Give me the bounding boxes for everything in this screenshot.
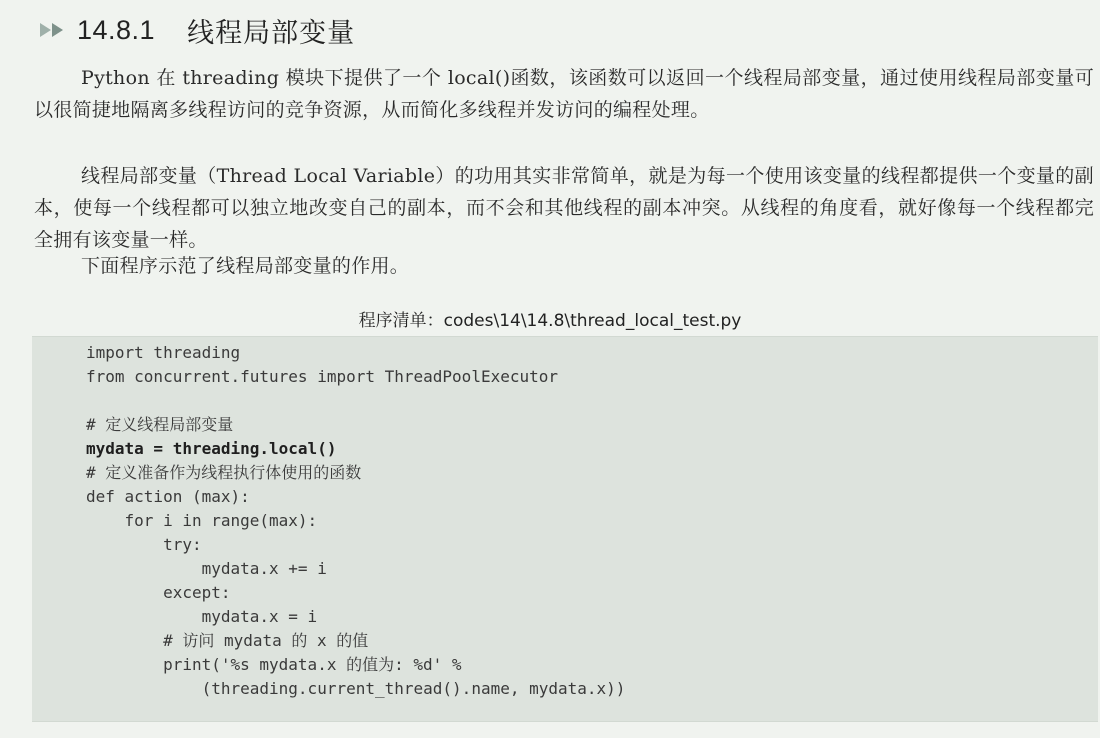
- double-chevron-icon: [40, 23, 63, 37]
- code-comment: # 定义准备作为线程执行体使用的函数: [86, 463, 362, 482]
- section-number: 14.8.1: [77, 14, 156, 45]
- code-line: from concurrent.futures import ThreadPoolExecutor: [86, 367, 559, 386]
- code-block: [32, 336, 1098, 722]
- paragraph-explanation: 线程局部变量（Thread Local Variable）的功用其实非常简单，就是为每一个使用该变量的线程都提供一个变量的副本，使每一个线程都可以独立地改变自己的副本，而不会和其他线程的副本冲突。从线程的角度看，就好像每一个线程都完全拥有该变量一样。: [34, 165, 1094, 251]
- code-line-highlighted: mydata = threading.local(): [86, 439, 337, 458]
- code-line: print('%s mydata.x 的值为: %d' %: [86, 655, 462, 674]
- paragraph-intro: Python 在 threading 模块下提供了一个 local()函数，该函数可以返回一个线程局部变量，通过使用线程局部变量可以很简捷地隔离多线程访问的竞争资源，从而简化多线程并发访问的编程处理。: [34, 67, 1094, 121]
- section-heading: [40, 8, 355, 52]
- code-comment: # 定义线程局部变量: [86, 415, 234, 434]
- code-line: import threading: [86, 343, 241, 362]
- code-listing-caption: 程序清单：codes\14\14.8\thread_local_test.py: [358, 311, 742, 331]
- code-line: mydata.x = i: [86, 607, 318, 626]
- code-line: try:: [86, 535, 202, 554]
- code-line: for i in range(max):: [86, 511, 318, 530]
- code-line: mydata.x += i: [86, 559, 327, 578]
- code-line: (threading.current_thread().name, mydata.x)): [86, 679, 626, 698]
- section-title: 线程局部变量: [187, 17, 356, 49]
- code-comment: # 访问 mydata 的 x 的值: [86, 631, 369, 650]
- paragraph-demo-intro: 下面程序示范了线程局部变量的作用。: [81, 255, 410, 277]
- code-line: def action (max):: [86, 487, 250, 506]
- code-line: except:: [86, 583, 231, 602]
